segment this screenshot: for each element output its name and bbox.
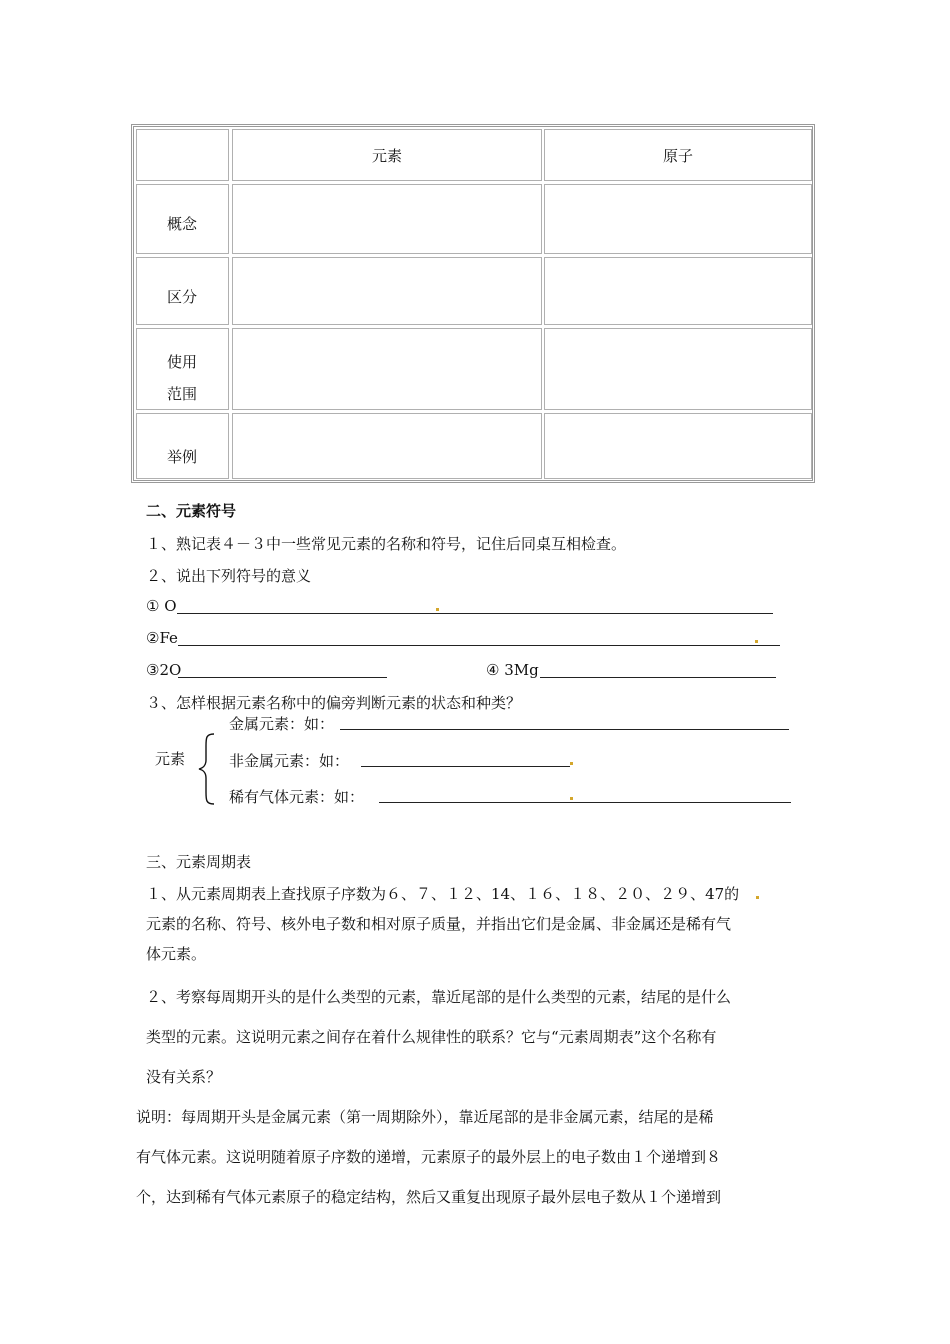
q1-line: 体元素。 [146,945,207,963]
section2-item3: ３、怎样根据元素名称中的偏旁判断元素的状态和种类？ [146,694,522,712]
section3-q2 [146,986,811,1106]
cell-atom-usage [544,328,812,410]
table-corner-cell [136,129,229,181]
section3-heading: 三、元素周期表 [146,853,252,871]
answer-line-noble[interactable] [379,802,791,803]
mark-dot [570,797,573,800]
answer-line-fe[interactable] [178,645,780,646]
q1-line: １、从元素周期表上查找原子序数为６、７、１２、14、１６、１８、２０、２９、47的 [146,885,740,903]
row-label-usage-2: 范围 [166,385,197,403]
answer-line-o[interactable] [177,613,773,614]
symbol-2o-label: ③2O [146,661,182,679]
comparison-table [131,124,815,483]
section3-q1 [146,883,811,973]
section2-item2: ２、说出下列符号的意义 [146,567,312,585]
answer-line-metal[interactable] [340,729,789,730]
header-element: 元素 [232,129,542,181]
q2-line: ２、考察每周期开头的是什么类型的元素，靠近尾部的是什么类型的元素，结尾的是什么 [146,988,732,1006]
q2-line: 类型的元素。这说明元素之间存在着什么规律性的联系？它与“元素周期表”这个名称有 [146,1028,717,1046]
brace-label: 元素 [155,750,186,768]
section3-explanation [136,1106,801,1226]
row-label-concept: 概念 [166,215,197,233]
nonmetal-label: 非金属元素：如： [229,752,350,770]
symbol-3mg-label: ④ 3Mg [486,661,539,679]
row-label-usage-1: 使用 [166,353,197,371]
cell-element-example [232,413,542,479]
cell-atom-example [544,413,812,479]
q1-line: 元素的名称、符号、核外电子数和相对原子质量，并指出它们是金属、非金属还是稀有气 [146,915,732,933]
symbol-fe-label: ②Fe [146,629,178,647]
explain-line: 个，达到稀有气体元素原子的稳定结构，然后又重复出现原子最外层电子数从１个递增到 [136,1188,722,1206]
noble-label: 稀有气体元素：如： [229,788,365,806]
header-atom: 原子 [544,129,812,181]
cell-atom-distinction [544,257,812,325]
mark-dot [436,608,439,611]
cell-atom-concept [544,184,812,254]
symbol-o-label: ① O [146,597,177,615]
explain-line: 说明：每周期开头是金属元素（第一周期除外），靠近尾部的是非金属元素，结尾的是稀 [136,1108,714,1126]
mark-dot [570,762,573,765]
row-label-example: 举例 [166,448,197,466]
answer-line-nonmetal[interactable] [361,766,570,767]
metal-label: 金属元素：如： [229,715,335,733]
q2-line: 没有关系？ [146,1068,222,1086]
answer-line-2o[interactable] [178,677,387,678]
mark-dot [756,896,759,899]
row-label-distinction: 区分 [166,288,197,306]
cell-element-distinction [232,257,542,325]
cell-element-concept [232,184,542,254]
curly-brace-icon [197,732,217,806]
section2-item1: １、熟记表４－３中一些常见元素的名称和符号，记住后同桌互相检查。 [146,535,627,553]
mark-dot [755,640,758,643]
cell-element-usage [232,328,542,410]
section2-heading: 二、元素符号 [146,502,237,520]
answer-line-3mg[interactable] [540,677,776,678]
explain-line: 有气体元素。这说明随着原子序数的递增，元素原子的最外层上的电子数由１个递增到８ [136,1148,722,1166]
